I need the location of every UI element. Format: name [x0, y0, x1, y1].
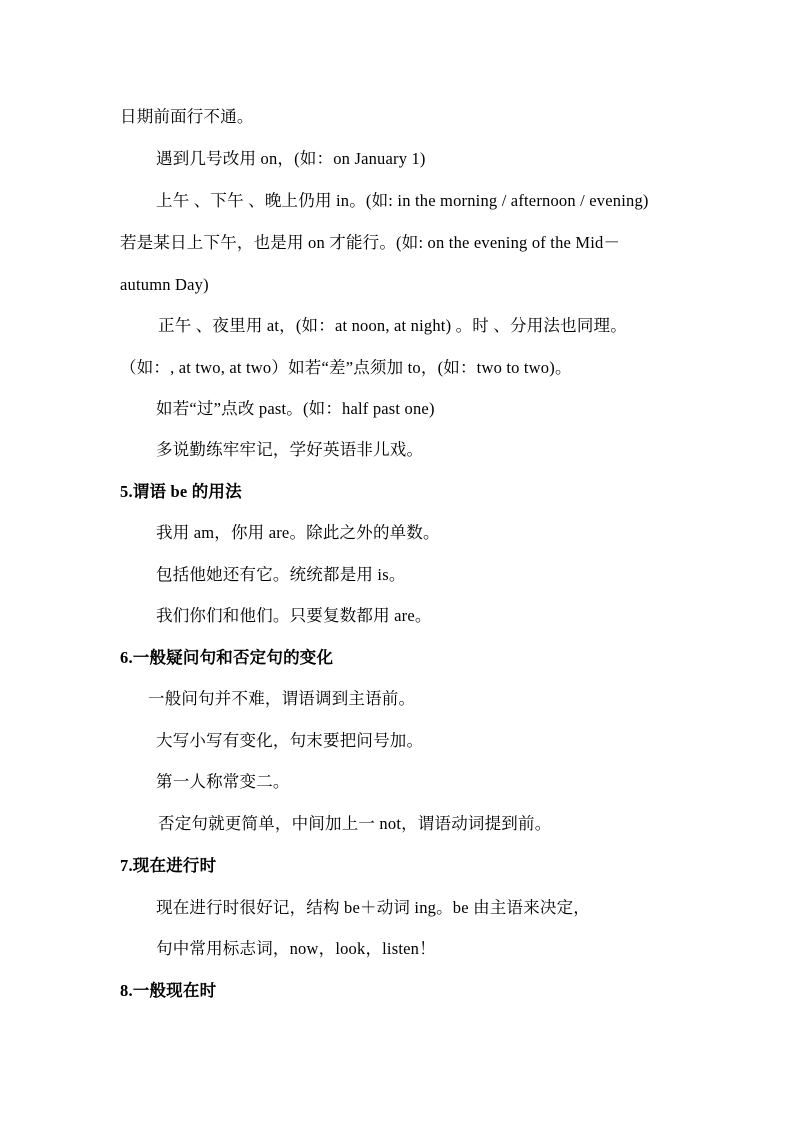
text-line: 包括他她还有它。统统都是用 is。 [156, 565, 406, 584]
section-heading: 8.一般现在时 [120, 981, 217, 1000]
text-line: 否定句就更简单，中间加上一 not，谓语动词提到前。 [158, 814, 552, 833]
text-line: 上午 、下午 、晚上仍用 in。(如: in the morning / afternoon / evening) [156, 191, 649, 210]
text-line: 多说勤练牢牢记，学好英语非儿戏。 [156, 440, 424, 459]
text-line: 正午 、夜里用 at，(如：at noon, at night) 。时 、分用法也同理。 [158, 316, 627, 335]
text-line: 遇到几号改用 on，(如：on January 1) [156, 149, 426, 168]
text-line: 若是某日上下午，也是用 on 才能行。(如: on the evening of the Mid－ [120, 233, 621, 252]
text-line: 我们你们和他们。只要复数都用 are。 [156, 606, 432, 625]
text-line: 第一人称常变二。 [156, 772, 290, 791]
section-heading: 5.谓语 be 的用法 [120, 482, 242, 501]
section-heading: 6.一般疑问句和否定句的变化 [120, 648, 334, 667]
text-line: 日期前面行不通。 [120, 107, 254, 126]
text-line: 句中常用标志词，now，look，listen！ [156, 939, 436, 958]
text-line: 一般问句并不难，谓语调到主语前。 [148, 689, 416, 708]
text-line: 大写小写有变化，句末要把问号加。 [156, 731, 424, 750]
text-line: 如若“过”点改 past。(如：half past one) [156, 399, 435, 418]
text-line: 现在进行时很好记，结构 be＋动词 ing。be 由主语来决定， [156, 898, 591, 917]
text-line: （如：, at two, at two）如若“差”点须加 to，(如：two to two)。 [120, 358, 572, 377]
text-line: autumn Day) [120, 275, 209, 294]
section-heading: 7.现在进行时 [120, 856, 217, 875]
text-line: 我用 am，你用 are。除此之外的单数。 [156, 523, 440, 542]
